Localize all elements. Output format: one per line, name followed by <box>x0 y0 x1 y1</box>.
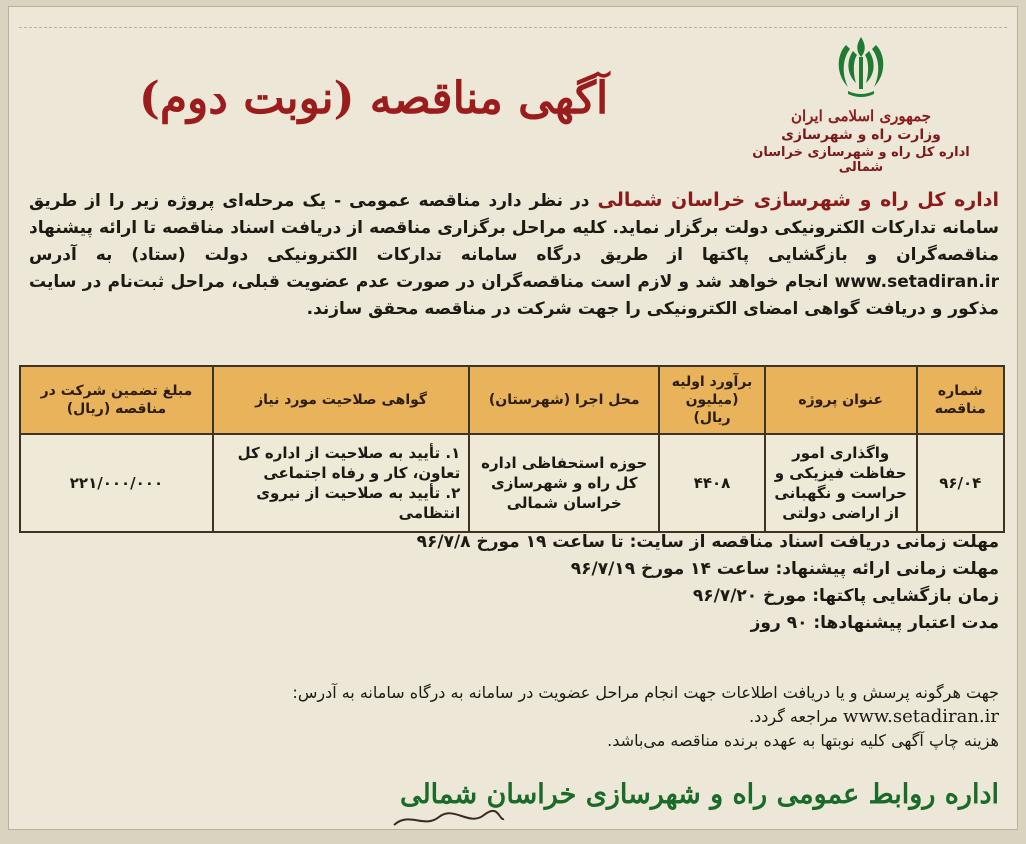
note-contact: جهت هرگونه پرسش و یا دریافت اطلاعات جهت انجام مراحل عضویت در سامانه به درگاه سامانه به آدرس: <box>292 683 999 702</box>
deadline-documents: مهلت زمانی دریافت اسناد مناقصه از سایت: تا ساعت ۱۹ مورخ ۹۶/۷/۸ <box>416 532 999 552</box>
proposal-validity: مدت اعتبار پیشنهادها: ۹۰ روز <box>750 613 999 633</box>
tender-table <box>19 365 1005 533</box>
iran-emblem-icon <box>826 31 896 101</box>
intro-org: اداره کل راه و شهرسازی خراسان شمالی <box>597 189 1000 211</box>
cell-certificate <box>213 434 469 532</box>
cell-project-title: واگذاری امور حفاظت فیزیکی و حراست و نگهبانی از اراضی دولتی <box>765 434 917 532</box>
deadline-proposal: مهلت زمانی ارائه پیشنهاد: ساعت ۱۴ مورخ ۹۶/۷/۱۹ <box>570 559 999 579</box>
notice-title: آگهی مناقصه (نوبت دوم) <box>139 73 609 124</box>
ministry-name: وزارت راه و شهرسازی <box>781 127 941 143</box>
cell-budget: ۴۴۰۸ <box>659 434 765 532</box>
intro-paragraph <box>29 187 999 323</box>
handwritten-mark-icon <box>389 807 509 831</box>
gov-name: جمهوری اسلامی ایران <box>790 107 932 125</box>
header-guarantee-amount: مبلغ تضمین شرکت در مناقصه (ریال) <box>20 366 213 434</box>
cell-guarantee-amount: ۲۲۱/۰۰۰/۰۰۰ <box>20 434 213 532</box>
note-url-row: www.setadiran.ir مراجعه گردد. <box>749 706 999 727</box>
deadlines-section <box>29 529 999 637</box>
tender-notice-page <box>8 6 1018 830</box>
header <box>9 25 1017 185</box>
notes-section <box>29 681 999 753</box>
header-budget: برآورد اولیه (میلیون ریال) <box>659 366 765 434</box>
ministry-logo-block <box>741 31 981 175</box>
department-name: اداره کل راه و شهرسازی خراسان شمالی <box>752 145 970 175</box>
header-tender-number: شماره مناقصه <box>917 366 1004 434</box>
setad-url-link[interactable]: www.setadiran.ir <box>843 706 999 727</box>
header-certificate: گواهی صلاحیت مورد نیاز <box>213 366 469 434</box>
note-cost: هزینه چاپ آگهی کلیه نوبتها به عهده برنده مناقصه می‌باشد. <box>607 731 999 750</box>
table-row <box>20 434 1004 532</box>
cert-line-2: ۲. تأیید به صلاحیت از نیروی انتظامی <box>256 484 461 522</box>
header-location: محل اجرا (شهرستان) <box>469 366 659 434</box>
header-project-title: عنوان پروژه <box>765 366 917 434</box>
intro-text: در نظر دارد مناقصه عمومی - یک مرحله‌ای پروژه زیر را از طریق سامانه تدارکات الکترونیکی دولت برگزار نماید. کلیه مراحل برگزاری مناقصه از دریافت اسناد مناقصه تا ارائه پیشنهاد مناقصه‌گران و بازگشایی پاکتها از طریق درگاه سامانه تدارکات الکترونیکی دولت (ستاد) به آدرس www.setadiran.ir انجام خواهد شد و لازم است مناقصه‌گران در صورت عدم عضویت قبلی، مراحل ثبت‌نام در سایت مذکور و دریافت گواهی امضای الکترونیکی را جهت شرکت در مناقصه محقق سازند. <box>29 191 999 319</box>
footer-signature: اداره روابط عمومی راه و شهرسازی خراسان شمالی <box>399 779 999 810</box>
cert-line-1: ۱. تأیید به صلاحیت از اداره کل تعاون، کار و رفاه اجتماعی <box>237 444 461 482</box>
deadline-opening: زمان بازگشایی پاکتها: مورخ ۹۶/۷/۲۰ <box>692 586 999 606</box>
cell-location: حوزه استحفاظی اداره کل راه و شهرسازی خراسان شمالی <box>469 434 659 532</box>
cell-tender-number: ۹۶/۰۴ <box>917 434 1004 532</box>
table-header-row <box>20 366 1004 434</box>
